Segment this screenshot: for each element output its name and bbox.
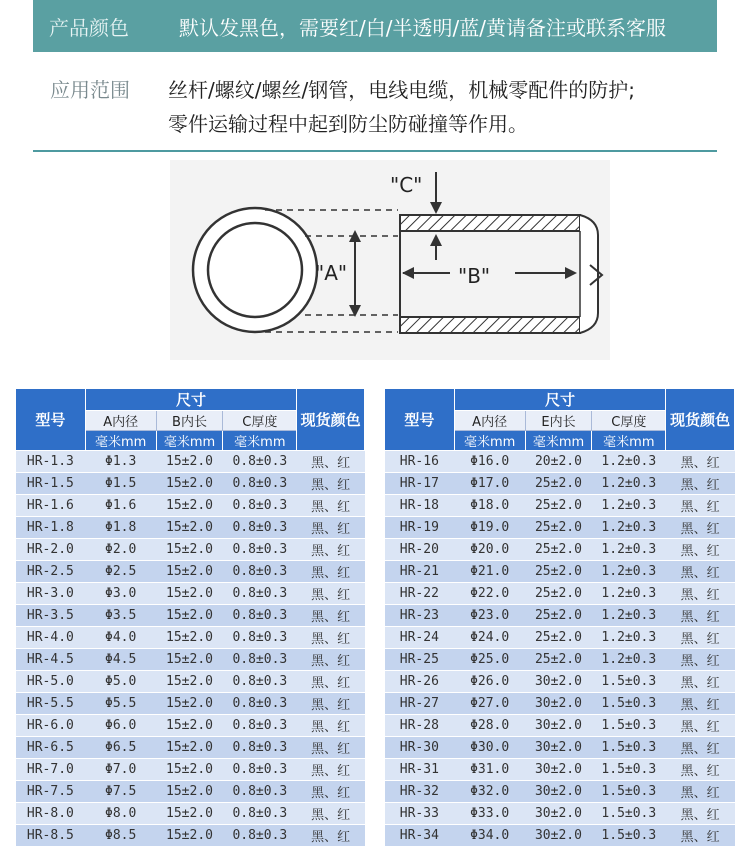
table-row xyxy=(385,561,735,583)
thickness-cell: 1.5±0.3 xyxy=(592,715,666,737)
thickness-cell: 1.2±0.3 xyxy=(592,627,666,649)
model-cell: HR-27 xyxy=(385,693,455,715)
inner-diameter-cell: Φ2.5 xyxy=(85,561,156,583)
thickness-cell: 0.8±0.3 xyxy=(223,495,297,517)
inner-length-cell: 15±2.0 xyxy=(156,605,223,627)
color-cell: 黑、红 xyxy=(297,561,365,583)
table-row xyxy=(385,539,735,561)
thickness-cell: 0.8±0.3 xyxy=(223,561,297,583)
thickness-cell: 0.8±0.3 xyxy=(223,583,297,605)
thickness-cell: 1.5±0.3 xyxy=(592,759,666,781)
inner-diameter-cell: Φ3.0 xyxy=(85,583,156,605)
header-unit-c: 毫米mm xyxy=(223,431,297,451)
spec-table-right xyxy=(384,388,735,847)
model-cell: HR-19 xyxy=(385,517,455,539)
inner-length-cell: 30±2.0 xyxy=(525,715,592,737)
table-row xyxy=(16,583,365,605)
inner-diameter-cell: Φ4.0 xyxy=(85,627,156,649)
inner-diameter-cell: Φ31.0 xyxy=(454,759,525,781)
inner-length-cell: 25±2.0 xyxy=(525,649,592,671)
inner-length-cell: 25±2.0 xyxy=(525,473,592,495)
thickness-cell: 0.8±0.3 xyxy=(223,627,297,649)
header-col-a: A内径 xyxy=(454,411,525,431)
thickness-cell: 1.2±0.3 xyxy=(592,539,666,561)
color-cell: 黑、红 xyxy=(666,539,735,561)
inner-length-cell: 15±2.0 xyxy=(156,737,223,759)
color-cell: 黑、红 xyxy=(297,825,365,847)
inner-length-cell: 25±2.0 xyxy=(525,605,592,627)
thickness-cell: 1.2±0.3 xyxy=(592,451,666,473)
table-row xyxy=(16,561,365,583)
header-col-b: E内长 xyxy=(525,411,592,431)
table-row xyxy=(385,649,735,671)
color-cell: 黑、红 xyxy=(297,605,365,627)
color-cell: 黑、红 xyxy=(666,517,735,539)
thickness-cell: 0.8±0.3 xyxy=(223,539,297,561)
table-row xyxy=(385,781,735,803)
inner-diameter-cell: Φ6.5 xyxy=(85,737,156,759)
inner-diameter-cell: Φ20.0 xyxy=(454,539,525,561)
header-col-c: C厚度 xyxy=(592,411,666,431)
cap-end xyxy=(580,215,598,333)
inner-length-cell: 20±2.0 xyxy=(525,451,592,473)
inner-diameter-cell: Φ26.0 xyxy=(454,671,525,693)
inner-length-cell: 15±2.0 xyxy=(156,759,223,781)
model-cell: HR-1.5 xyxy=(16,473,86,495)
model-cell: HR-25 xyxy=(385,649,455,671)
inner-diameter-cell: Φ33.0 xyxy=(454,803,525,825)
cap-drawing xyxy=(170,160,610,360)
table-row xyxy=(16,627,365,649)
inner-length-cell: 30±2.0 xyxy=(525,693,592,715)
inner-length-cell: 25±2.0 xyxy=(525,517,592,539)
inner-length-cell: 30±2.0 xyxy=(525,781,592,803)
model-cell: HR-23 xyxy=(385,605,455,627)
color-cell: 黑、红 xyxy=(666,715,735,737)
header-unit-b: 毫米mm xyxy=(156,431,223,451)
color-cell: 黑、红 xyxy=(297,737,365,759)
header-col-a: A内径 xyxy=(85,411,156,431)
color-cell: 黑、红 xyxy=(297,693,365,715)
inner-diameter-cell: Φ3.5 xyxy=(85,605,156,627)
inner-length-cell: 15±2.0 xyxy=(156,825,223,847)
color-cell: 黑、红 xyxy=(666,781,735,803)
dimension-diagram xyxy=(170,160,610,360)
header-unit-b: 毫米mm xyxy=(525,431,592,451)
cap-wall-bottom xyxy=(400,317,580,333)
inner-length-cell: 15±2.0 xyxy=(156,451,223,473)
model-cell: HR-30 xyxy=(385,737,455,759)
inner-length-cell: 30±2.0 xyxy=(525,825,592,847)
color-banner xyxy=(33,0,717,52)
inner-diameter-cell: Φ17.0 xyxy=(454,473,525,495)
color-cell: 黑、红 xyxy=(666,561,735,583)
color-cell: 黑、红 xyxy=(666,605,735,627)
inner-diameter-cell: Φ22.0 xyxy=(454,583,525,605)
color-cell: 黑、红 xyxy=(666,825,735,847)
thickness-cell: 1.5±0.3 xyxy=(592,671,666,693)
model-cell: HR-33 xyxy=(385,803,455,825)
table-row xyxy=(16,803,365,825)
inner-diameter-cell: Φ7.0 xyxy=(85,759,156,781)
thickness-cell: 1.2±0.3 xyxy=(592,561,666,583)
table-row xyxy=(16,671,365,693)
thickness-cell: 1.2±0.3 xyxy=(592,583,666,605)
table-row xyxy=(385,583,735,605)
color-cell: 黑、红 xyxy=(297,781,365,803)
table-row xyxy=(16,473,365,495)
color-cell: 黑、红 xyxy=(666,495,735,517)
inner-length-cell: 15±2.0 xyxy=(156,671,223,693)
usage-label: 应用范围 xyxy=(50,78,130,102)
model-cell: HR-8.5 xyxy=(16,825,86,847)
header-size: 尺寸 xyxy=(85,389,296,411)
table-row xyxy=(16,451,365,473)
usage-line-2: 零件运输过程中起到防尘防碰撞等作用。 xyxy=(168,112,528,136)
header-col-c: C厚度 xyxy=(223,411,297,431)
model-cell: HR-5.5 xyxy=(16,693,86,715)
table-row xyxy=(385,627,735,649)
thickness-cell: 0.8±0.3 xyxy=(223,649,297,671)
thickness-cell: 0.8±0.3 xyxy=(223,671,297,693)
header-model: 型号 xyxy=(385,389,455,451)
model-cell: HR-28 xyxy=(385,715,455,737)
thickness-cell: 1.2±0.3 xyxy=(592,517,666,539)
inner-diameter-cell: Φ7.5 xyxy=(85,781,156,803)
table-row xyxy=(385,803,735,825)
header-model: 型号 xyxy=(16,389,86,451)
thickness-cell: 0.8±0.3 xyxy=(223,759,297,781)
model-cell: HR-24 xyxy=(385,627,455,649)
color-cell: 黑、红 xyxy=(297,517,365,539)
table-row xyxy=(16,737,365,759)
model-cell: HR-2.0 xyxy=(16,539,86,561)
model-cell: HR-3.5 xyxy=(16,605,86,627)
header-size: 尺寸 xyxy=(454,389,666,411)
table-row xyxy=(385,759,735,781)
inner-diameter-cell: Φ5.0 xyxy=(85,671,156,693)
table-row xyxy=(385,693,735,715)
inner-length-cell: 15±2.0 xyxy=(156,649,223,671)
inner-diameter-cell: Φ34.0 xyxy=(454,825,525,847)
inner-diameter-cell: Φ8.5 xyxy=(85,825,156,847)
table-row xyxy=(16,825,365,847)
color-cell: 黑、红 xyxy=(297,583,365,605)
thickness-cell: 0.8±0.3 xyxy=(223,803,297,825)
inner-diameter-cell: Φ1.5 xyxy=(85,473,156,495)
inner-diameter-cell: Φ2.0 xyxy=(85,539,156,561)
thickness-cell: 0.8±0.3 xyxy=(223,473,297,495)
model-cell: HR-22 xyxy=(385,583,455,605)
header-col-b: B内长 xyxy=(156,411,223,431)
color-cell: 黑、红 xyxy=(666,473,735,495)
color-cell: 黑、红 xyxy=(297,671,365,693)
table-row xyxy=(385,715,735,737)
spec-table-left xyxy=(15,388,365,847)
table-row xyxy=(385,737,735,759)
table-row xyxy=(385,451,735,473)
inner-diameter-cell: Φ4.5 xyxy=(85,649,156,671)
table-row xyxy=(16,539,365,561)
header-color: 现货颜色 xyxy=(666,389,735,451)
model-cell: HR-18 xyxy=(385,495,455,517)
model-cell: HR-26 xyxy=(385,671,455,693)
table-row xyxy=(16,605,365,627)
model-cell: HR-2.5 xyxy=(16,561,86,583)
table-row xyxy=(385,825,735,847)
table-row xyxy=(16,649,365,671)
inner-diameter-cell: Φ27.0 xyxy=(454,693,525,715)
header-unit-a: 毫米mm xyxy=(85,431,156,451)
model-cell: HR-5.0 xyxy=(16,671,86,693)
model-cell: HR-31 xyxy=(385,759,455,781)
model-cell: HR-34 xyxy=(385,825,455,847)
color-cell: 黑、红 xyxy=(666,649,735,671)
inner-diameter-cell: Φ18.0 xyxy=(454,495,525,517)
table-body-left xyxy=(16,451,365,847)
inner-diameter-cell: Φ32.0 xyxy=(454,781,525,803)
color-cell: 黑、红 xyxy=(666,627,735,649)
inner-length-cell: 25±2.0 xyxy=(525,561,592,583)
color-cell: 黑、红 xyxy=(666,583,735,605)
banner-label: 产品颜色 xyxy=(49,15,129,40)
inner-length-cell: 25±2.0 xyxy=(525,495,592,517)
inner-length-cell: 30±2.0 xyxy=(525,759,592,781)
header-color: 现货颜色 xyxy=(297,389,365,451)
model-cell: HR-16 xyxy=(385,451,455,473)
inner-diameter-cell: Φ5.5 xyxy=(85,693,156,715)
thickness-cell: 0.8±0.3 xyxy=(223,825,297,847)
table-body-right xyxy=(385,451,735,847)
thickness-cell: 0.8±0.3 xyxy=(223,693,297,715)
thickness-cell: 1.2±0.3 xyxy=(592,649,666,671)
table-row xyxy=(16,715,365,737)
color-cell: 黑、红 xyxy=(666,693,735,715)
inner-diameter-cell: Φ24.0 xyxy=(454,627,525,649)
label-c: "C" xyxy=(390,173,423,197)
inner-diameter-cell: Φ6.0 xyxy=(85,715,156,737)
model-cell: HR-1.6 xyxy=(16,495,86,517)
section-divider xyxy=(33,150,717,152)
thickness-cell: 1.5±0.3 xyxy=(592,781,666,803)
table-row xyxy=(16,693,365,715)
thickness-cell: 1.5±0.3 xyxy=(592,693,666,715)
color-cell: 黑、红 xyxy=(666,803,735,825)
model-cell: HR-6.0 xyxy=(16,715,86,737)
inner-length-cell: 15±2.0 xyxy=(156,781,223,803)
model-cell: HR-7.5 xyxy=(16,781,86,803)
inner-length-cell: 30±2.0 xyxy=(525,803,592,825)
inner-diameter-cell: Φ28.0 xyxy=(454,715,525,737)
usage-line-1: 丝杆/螺纹/螺丝/钢管，电线电缆，机械零配件的防护; xyxy=(168,78,635,102)
color-cell: 黑、红 xyxy=(297,715,365,737)
model-cell: HR-7.0 xyxy=(16,759,86,781)
thickness-cell: 0.8±0.3 xyxy=(223,517,297,539)
cap-wall-top xyxy=(400,215,580,231)
inner-diameter-cell: Φ1.3 xyxy=(85,451,156,473)
model-cell: HR-32 xyxy=(385,781,455,803)
inner-length-cell: 15±2.0 xyxy=(156,517,223,539)
inner-diameter-cell: Φ16.0 xyxy=(454,451,525,473)
inner-diameter-cell: Φ30.0 xyxy=(454,737,525,759)
thickness-cell: 1.2±0.3 xyxy=(592,473,666,495)
model-cell: HR-20 xyxy=(385,539,455,561)
thickness-cell: 0.8±0.3 xyxy=(223,715,297,737)
color-cell: 黑、红 xyxy=(666,671,735,693)
label-b: "B" xyxy=(458,264,491,288)
table-row xyxy=(385,495,735,517)
inner-length-cell: 15±2.0 xyxy=(156,561,223,583)
color-cell: 黑、红 xyxy=(297,803,365,825)
table-row xyxy=(385,605,735,627)
thickness-cell: 1.5±0.3 xyxy=(592,825,666,847)
model-cell: HR-4.5 xyxy=(16,649,86,671)
banner-text: 默认发黑色，需要红/白/半透明/蓝/黄请备注或联系客服 xyxy=(179,15,666,40)
table-row xyxy=(16,781,365,803)
inner-diameter-cell: Φ19.0 xyxy=(454,517,525,539)
inner-length-cell: 30±2.0 xyxy=(525,737,592,759)
thickness-cell: 1.5±0.3 xyxy=(592,737,666,759)
thickness-cell: 0.8±0.3 xyxy=(223,737,297,759)
thickness-cell: 1.5±0.3 xyxy=(592,803,666,825)
inner-length-cell: 15±2.0 xyxy=(156,627,223,649)
table-row xyxy=(16,759,365,781)
color-cell: 黑、红 xyxy=(666,737,735,759)
model-cell: HR-17 xyxy=(385,473,455,495)
model-cell: HR-6.5 xyxy=(16,737,86,759)
model-cell: HR-8.0 xyxy=(16,803,86,825)
color-cell: 黑、红 xyxy=(297,759,365,781)
header-unit-a: 毫米mm xyxy=(454,431,525,451)
table-row xyxy=(385,517,735,539)
header-unit-c: 毫米mm xyxy=(592,431,666,451)
inner-length-cell: 15±2.0 xyxy=(156,539,223,561)
color-cell: 黑、红 xyxy=(666,759,735,781)
inner-length-cell: 15±2.0 xyxy=(156,803,223,825)
color-cell: 黑、红 xyxy=(297,649,365,671)
thickness-cell: 1.2±0.3 xyxy=(592,495,666,517)
color-cell: 黑、红 xyxy=(297,495,365,517)
inner-length-cell: 15±2.0 xyxy=(156,473,223,495)
table-row xyxy=(16,495,365,517)
color-cell: 黑、红 xyxy=(297,627,365,649)
inner-diameter-cell: Φ23.0 xyxy=(454,605,525,627)
inner-length-cell: 25±2.0 xyxy=(525,627,592,649)
inner-diameter-cell: Φ8.0 xyxy=(85,803,156,825)
color-cell: 黑、红 xyxy=(666,451,735,473)
inner-diameter-cell: Φ25.0 xyxy=(454,649,525,671)
ring-inner xyxy=(208,223,302,317)
model-cell: HR-1.3 xyxy=(16,451,86,473)
inner-length-cell: 15±2.0 xyxy=(156,583,223,605)
inner-length-cell: 15±2.0 xyxy=(156,715,223,737)
inner-length-cell: 25±2.0 xyxy=(525,539,592,561)
model-cell: HR-1.8 xyxy=(16,517,86,539)
inner-length-cell: 15±2.0 xyxy=(156,495,223,517)
table-row xyxy=(385,473,735,495)
inner-length-cell: 25±2.0 xyxy=(525,583,592,605)
color-cell: 黑、红 xyxy=(297,473,365,495)
thickness-cell: 0.8±0.3 xyxy=(223,451,297,473)
inner-length-cell: 30±2.0 xyxy=(525,671,592,693)
model-cell: HR-3.0 xyxy=(16,583,86,605)
color-cell: 黑、红 xyxy=(297,539,365,561)
thickness-cell: 0.8±0.3 xyxy=(223,781,297,803)
model-cell: HR-4.0 xyxy=(16,627,86,649)
table-row xyxy=(16,517,365,539)
color-cell: 黑、红 xyxy=(297,451,365,473)
table-row xyxy=(385,671,735,693)
inner-length-cell: 15±2.0 xyxy=(156,693,223,715)
label-a: "A" xyxy=(315,261,348,285)
inner-diameter-cell: Φ1.8 xyxy=(85,517,156,539)
inner-diameter-cell: Φ1.6 xyxy=(85,495,156,517)
inner-diameter-cell: Φ21.0 xyxy=(454,561,525,583)
thickness-cell: 0.8±0.3 xyxy=(223,605,297,627)
thickness-cell: 1.2±0.3 xyxy=(592,605,666,627)
model-cell: HR-21 xyxy=(385,561,455,583)
